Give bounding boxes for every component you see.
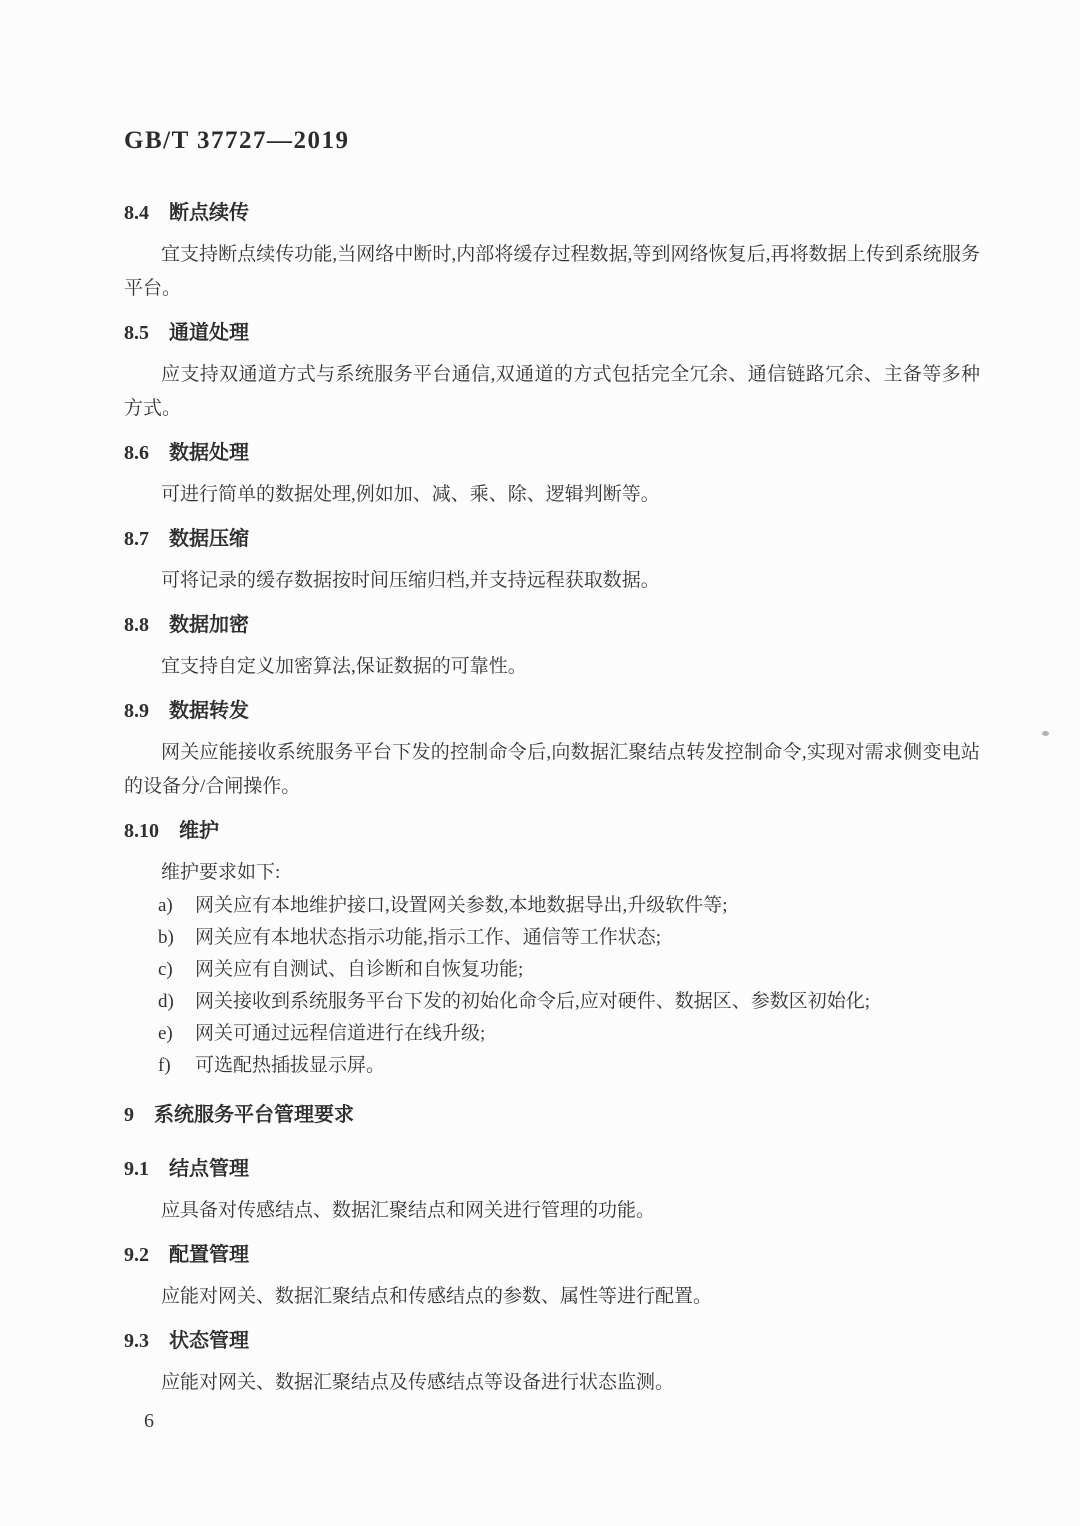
list-item — [124, 954, 980, 986]
list-item — [124, 922, 980, 954]
section-heading — [124, 1152, 980, 1186]
section-8-10 — [124, 814, 980, 1082]
section-title: 数据加密 — [169, 614, 249, 636]
chapter-title: 系统服务平台管理要求 — [154, 1104, 354, 1126]
paragraph: 应支持双通道方式与系统服务平台通信,双通道的方式包括完全冗余、通信链路冗余、主备等多种方式。 — [124, 364, 980, 419]
section-number: 9.1 — [124, 1158, 149, 1180]
section-heading — [124, 196, 980, 230]
page-number: 6 — [144, 1410, 154, 1432]
section-title: 配置管理 — [169, 1244, 249, 1266]
section-number: 8.6 — [124, 442, 149, 464]
list-item-label: e) — [158, 1023, 173, 1044]
list-item — [124, 1050, 980, 1082]
section-8-9 — [124, 694, 980, 804]
list-item — [124, 890, 980, 922]
section-title: 维护 — [179, 820, 219, 842]
section-title: 通道处理 — [169, 322, 249, 344]
section-title: 数据转发 — [169, 700, 249, 722]
section-9-1 — [124, 1152, 980, 1228]
section-9-3 — [124, 1324, 980, 1400]
section-number: 8.7 — [124, 528, 149, 550]
section-title: 数据压缩 — [169, 528, 249, 550]
list-item-label: c) — [158, 959, 173, 980]
section-heading — [124, 316, 980, 350]
paragraph: 应具备对传感结点、数据汇聚结点和网关进行管理的功能。 — [161, 1200, 656, 1221]
list-item-text: 网关可通过远程信道进行在线升级; — [195, 1023, 486, 1044]
section-heading — [124, 694, 980, 728]
section-heading — [124, 814, 980, 848]
paragraph: 宜支持断点续传功能,当网络中断时,内部将缓存过程数据,等到网络恢复后,再将数据上传到系统服务平台。 — [124, 244, 980, 299]
section-8-5 — [124, 316, 980, 426]
section-number: 8.5 — [124, 322, 149, 344]
section-number: 8.10 — [124, 820, 159, 842]
section-number: 8.8 — [124, 614, 149, 636]
list-item-label: f) — [158, 1055, 171, 1076]
section-heading — [124, 436, 980, 470]
section-title: 断点续传 — [169, 202, 249, 224]
section-title: 数据处理 — [169, 442, 249, 464]
paragraph: 应能对网关、数据汇聚结点及传感结点等设备进行状态监测。 — [161, 1372, 675, 1393]
chapter-number: 9 — [124, 1104, 134, 1126]
section-number: 8.4 — [124, 202, 149, 224]
maintenance-requirements-list — [124, 890, 980, 1082]
section-8-4 — [124, 196, 980, 306]
list-item — [124, 1018, 980, 1050]
list-item — [124, 986, 980, 1018]
list-item-label: b) — [158, 927, 174, 948]
section-number: 8.9 — [124, 700, 149, 722]
section-8-7 — [124, 522, 980, 598]
paragraph: 可将记录的缓存数据按时间压缩归档,并支持远程获取数据。 — [161, 570, 660, 591]
chapter-heading — [124, 1098, 980, 1132]
section-8-8 — [124, 608, 980, 684]
section-9-2 — [124, 1238, 980, 1314]
section-heading — [124, 608, 980, 642]
section-heading — [124, 1324, 980, 1358]
chapter-9 — [124, 1098, 980, 1132]
page-content — [124, 126, 980, 1438]
paragraph: 可进行简单的数据处理,例如加、减、乘、除、逻辑判断等。 — [161, 484, 660, 505]
paragraph: 网关应能接收系统服务平台下发的控制命令后,向数据汇聚结点转发控制命令,实现对需求侧变电站的设备分/合闸操作。 — [124, 742, 980, 797]
section-8-6 — [124, 436, 980, 512]
list-item-label: a) — [158, 895, 173, 916]
list-item-text: 可选配热插拔显示屏。 — [195, 1055, 386, 1076]
section-number: 9.2 — [124, 1244, 149, 1266]
paragraph: 宜支持自定义加密算法,保证数据的可靠性。 — [161, 656, 527, 677]
list-item-text: 网关接收到系统服务平台下发的初始化命令后,应对硬件、数据区、参数区初始化; — [195, 991, 871, 1012]
paragraph: 应能对网关、数据汇聚结点和传感结点的参数、属性等进行配置。 — [161, 1286, 713, 1307]
list-item-label: d) — [158, 991, 174, 1012]
list-item-text: 网关应有自测试、自诊断和自恢复功能; — [195, 959, 524, 980]
scan-artifact-dot — [1042, 731, 1049, 736]
paragraph: 维护要求如下: — [161, 862, 281, 883]
section-title: 状态管理 — [169, 1330, 249, 1352]
list-item-text: 网关应有本地维护接口,设置网关参数,本地数据导出,升级软件等; — [195, 895, 728, 916]
standard-number: GB/T 37727—2019 — [124, 127, 350, 154]
section-heading — [124, 522, 980, 556]
section-heading — [124, 1238, 980, 1272]
section-title: 结点管理 — [169, 1158, 249, 1180]
list-item-text: 网关应有本地状态指示功能,指示工作、通信等工作状态; — [195, 927, 662, 948]
section-number: 9.3 — [124, 1330, 149, 1352]
